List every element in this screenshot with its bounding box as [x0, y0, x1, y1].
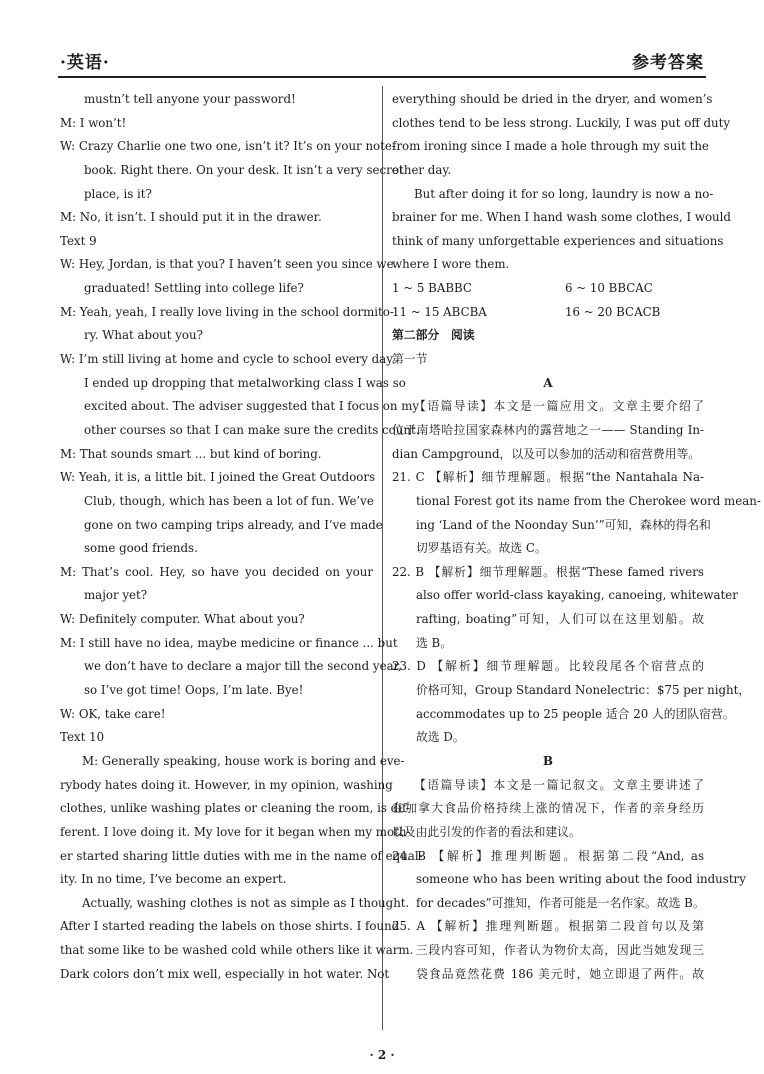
text-line: 25. A 【解析】推理判断题。根据第二段首句以及第	[392, 919, 704, 934]
text-line: someone who has been writing about the food industry	[416, 872, 746, 887]
text-line: everything should be dried in the dryer, and women’s	[392, 92, 713, 106]
text-line: ity. In no time, I’ve become an expert.	[60, 872, 287, 887]
text-line: where I wore them.	[392, 257, 510, 272]
answer-range: 1 ~ 5 BABBC	[392, 281, 472, 296]
text-line: mustn’t tell anyone your password!	[84, 92, 296, 106]
text-line: book. Right there. On your desk. It isn’t a very secret	[84, 162, 404, 177]
page-number: · 2 ·	[369, 1048, 395, 1062]
text-line: 以及由此引发的作者的看法和建议。	[392, 824, 581, 839]
header-rule	[58, 76, 706, 78]
text-line: 【语篇导读】本文是一篇记叙文。文章主要讲述了	[414, 777, 704, 792]
text-line: Dark colors don’t mix well, especially in hot water. Not	[60, 966, 390, 981]
text-line: gone on two camping trips already, and I’ve made	[84, 517, 383, 532]
page-header	[58, 44, 706, 72]
right-column	[392, 88, 761, 986]
text-line: clothes tend to be less strong. Luckily, I was put off duty	[392, 115, 731, 130]
right-column-transcript	[392, 88, 731, 277]
text-line: B	[543, 753, 553, 768]
text-line: But after doing it for so long, laundry is now a no-	[414, 186, 714, 201]
text-line: I ended up dropping that metalworking class I was so	[84, 375, 406, 390]
answer-range: 16 ~ 20 BCACB	[565, 304, 661, 319]
text-line: 24. B 【解析】推理判断题。根据第二段“And, as	[392, 848, 704, 863]
text-line: ry. What about you?	[84, 328, 203, 343]
text-line: rybody hates doing it. However, in my opinion, washing	[60, 777, 393, 792]
text-line: er started sharing little duties with me in the name of equal-	[60, 848, 423, 863]
text-line: W: OK, take care!	[60, 706, 166, 721]
text-line: from ironing since I made a hole through my suit the	[392, 139, 709, 154]
text-line: so I’ve got time! Oops, I’m late. Bye!	[84, 683, 304, 698]
text-line: M: No, it isn’t. I should put it in the drawer.	[60, 210, 322, 225]
text-line: for decades”可推知，作者可能是一名作家。故选 B。	[416, 895, 705, 910]
text-line: M: I still have no idea, maybe medicine or finance ... but	[60, 635, 398, 650]
text-line: 价格可知，Group Standard Nonelectric：$75 per night，	[416, 683, 751, 698]
text-line: that some like to be washed cold while others like it warm.	[60, 943, 414, 958]
text-line: After I started reading the labels on those shirts. I found	[60, 919, 400, 934]
text-line: W: Definitely computer. What about you?	[60, 612, 305, 627]
text-line: A	[543, 375, 553, 390]
answer-key-label: 参考答案	[632, 53, 704, 73]
text-line: 三段内容可知，作者认为物价太高，因此当她发现三	[416, 943, 704, 958]
answer-range: 11 ~ 15 ABCBA	[392, 304, 487, 319]
text-line: accommodates up to 25 people 适合 20 人的团队宿营。	[416, 706, 735, 721]
text-line: major yet?	[84, 588, 148, 603]
text-line: Club, though, which has been a lot of fun. We’ve	[84, 493, 374, 508]
text-line: other day.	[392, 162, 452, 177]
text-line: dian Campground，以及可以参加的活动和宿营费用等。	[392, 446, 701, 461]
text-line: M: Generally speaking, house work is boring and eve-	[82, 753, 405, 768]
text-line: 【语篇导读】本文是一篇应用文。文章主要介绍了	[414, 399, 704, 414]
text-line: some good friends.	[84, 541, 198, 556]
text-line: ing ‘Land of the Noonday Sun’”可知，森林的得名和	[416, 517, 711, 532]
text-line: W: I’m still living at home and cycle to school every day.	[60, 352, 396, 367]
listening-answers	[392, 277, 704, 324]
text-line: W: Crazy Charlie one two one, isn’t it? It’s on your note-	[60, 139, 396, 154]
text-line: M: That’s cool. Hey, so have you decided on your	[60, 564, 373, 579]
text-line: Text 10	[60, 730, 105, 745]
answer-row	[392, 301, 704, 325]
text-line: 第二部分 阅读	[392, 328, 475, 343]
reading-section	[392, 324, 761, 986]
text-line: W: Hey, Jordan, is that you? I haven’t seen you since we	[60, 257, 394, 272]
text-line: 21. C 【解析】细节理解题。根据“the Nantahala Na-	[392, 470, 704, 485]
text-line: ferent. I love doing it. My love for it began when my moth-	[60, 824, 411, 839]
text-line: tional Forest got its name from the Cherokee word mean-	[416, 493, 761, 508]
text-line: think of many unforgettable experiences and situations	[392, 233, 724, 248]
text-line: 选 B。	[416, 635, 453, 650]
text-line: 23. D 【解析】细节理解题。比较段尾各个宿营点的	[392, 659, 704, 674]
text-line: rafting, boating”可知，人们可以在这里划船。故	[416, 612, 704, 627]
text-line: Text 9	[60, 233, 97, 248]
text-line: 故选 D。	[416, 730, 465, 745]
answer-row	[392, 277, 704, 301]
text-line: other courses so that I can make sure the credits count.	[84, 422, 420, 437]
text-line: excited about. The adviser suggested that I focus on my	[84, 399, 420, 414]
text-line: M: I won’t!	[60, 115, 127, 130]
text-line: W: Yeah, it is, a little bit. I joined the Great Outdoors	[60, 470, 376, 485]
column-divider	[382, 86, 383, 1030]
text-line: clothes, unlike washing plates or cleaning the room, is dif-	[60, 801, 410, 816]
text-line: Actually, washing clothes is not as simple as I thought.	[82, 895, 410, 910]
answer-range: 6 ~ 10 BBCAC	[565, 281, 653, 296]
text-line: place, is it?	[84, 186, 152, 201]
text-line: 22. B 【解析】细节理解题。根据“These famed rivers	[392, 564, 704, 579]
subject-label: ·英语·	[60, 53, 110, 73]
text-line: M: That sounds smart ... but kind of boring.	[60, 446, 322, 461]
text-line: 袋食品竟然花费 186 美元时，她立即退了两件。故	[416, 966, 704, 981]
text-line: graduated! Settling into college life?	[84, 281, 304, 296]
text-line: 位于南塔哈拉国家森林内的露营地之一—— Standing In-	[392, 422, 704, 437]
text-line: 第一节	[392, 352, 428, 367]
text-line: 切罗基语有关。故选 C。	[416, 541, 547, 556]
text-line: M: Yeah, yeah, I really love living in the school dormito-	[60, 304, 394, 319]
text-line: brainer for me. When I hand wash some clothes, I would	[392, 210, 731, 225]
text-line: also offer world-class kayaking, canoeing, whitewater	[416, 588, 738, 603]
text-line: we don’t have to declare a major till the second year,	[84, 659, 402, 674]
text-line: 在加拿大食品价格持续上涨的情况下，作者的亲身经历	[392, 801, 704, 816]
